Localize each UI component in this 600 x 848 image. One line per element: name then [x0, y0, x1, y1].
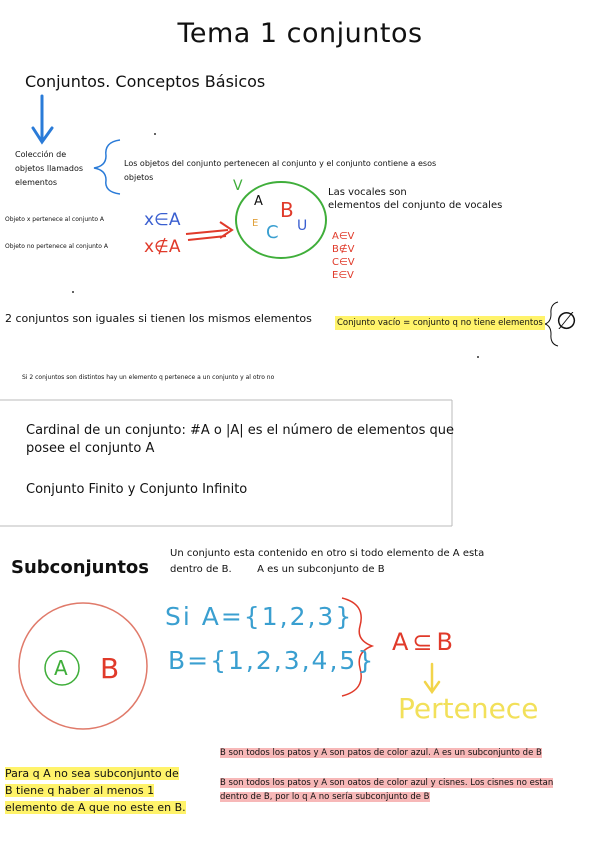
letter-c: C	[266, 222, 279, 243]
set-b-definition: B={1,2,3,4,5}	[168, 646, 376, 675]
distintos-text: Si 2 conjuntos son distintos hay un elemento q pertenece a un conjunto y al otro no	[22, 374, 275, 381]
vacio-text: Conjunto vacío = conjunto q no tiene elementos	[337, 318, 543, 328]
finito-text: Conjunto Finito y Conjunto Infinito	[26, 482, 248, 497]
red-arrow-icon	[186, 222, 232, 240]
example-not-subset: B son todos los patos y A son oatos de color azul y cisnes. Los cisnes no estan dentro de B, por lo q A no sería subconjunto de B	[220, 778, 554, 802]
objeto-pertenece-text: Objeto x pertenece al conjunto A	[5, 216, 105, 223]
yellow-arrow-icon	[425, 664, 439, 692]
pertenece-symbol: x∈A	[144, 210, 181, 230]
subconjunto-definition: Un conjunto esta contenido en otro si todo elemento de A esta dentro de B. A es un subconjunto de B	[170, 548, 485, 575]
blue-arrow-icon	[33, 96, 52, 142]
vocales-note: Las vocales son elementos del conjunto de vocales	[328, 187, 503, 211]
cardinal-text: Cardinal de un conjunto: #A o |A| es el número de elementos que posee el conjunto A	[26, 423, 455, 456]
pertenecen-note: Los objetos del conjunto pertenecen al conjunto y el conjunto contiene a esos objetos	[124, 159, 437, 182]
subset-relation: A⊆B	[392, 628, 457, 656]
coleccion-note: Colección de objetos llamados elementos	[15, 150, 84, 187]
example-subset: B son todos los patos y A son patos de color azul. A es un subconjunto de B	[220, 748, 542, 758]
set-a-definition: Si A={1,2,3}	[165, 602, 354, 631]
vowel-e: E	[252, 218, 259, 229]
set-b-circle	[19, 603, 147, 729]
pertenece-label: Pertenece	[398, 692, 539, 725]
vowel-u: U	[297, 218, 308, 234]
subconjuntos-heading: Subconjuntos	[11, 557, 149, 578]
vowel-a: A	[254, 194, 263, 209]
memberships-list: A∈V B∉V C∈V E∈V	[332, 231, 355, 281]
no-subset-note: Para q A no sea subconjunto de B tiene q haber al menos 1 elemento de A que no este en B.	[5, 767, 186, 814]
no-pertenece-symbol: x∉A	[144, 237, 181, 257]
circle-letter-a: A	[54, 656, 68, 680]
check-mark: V	[233, 178, 243, 194]
circle-letter-b: B	[100, 652, 120, 685]
brace-icon	[94, 140, 120, 194]
iguales-text: 2 conjuntos son iguales si tienen los mismos elementos	[5, 312, 312, 325]
letter-b: B	[280, 198, 294, 222]
section-heading-conjuntos: Conjuntos. Conceptos Básicos	[25, 72, 266, 91]
empty-set-icon: ∅	[556, 307, 577, 335]
objeto-no-pertenece-text: Objeto no pertenece al conjunto A	[5, 243, 108, 250]
page-title: Tema 1 conjuntos	[177, 18, 423, 49]
